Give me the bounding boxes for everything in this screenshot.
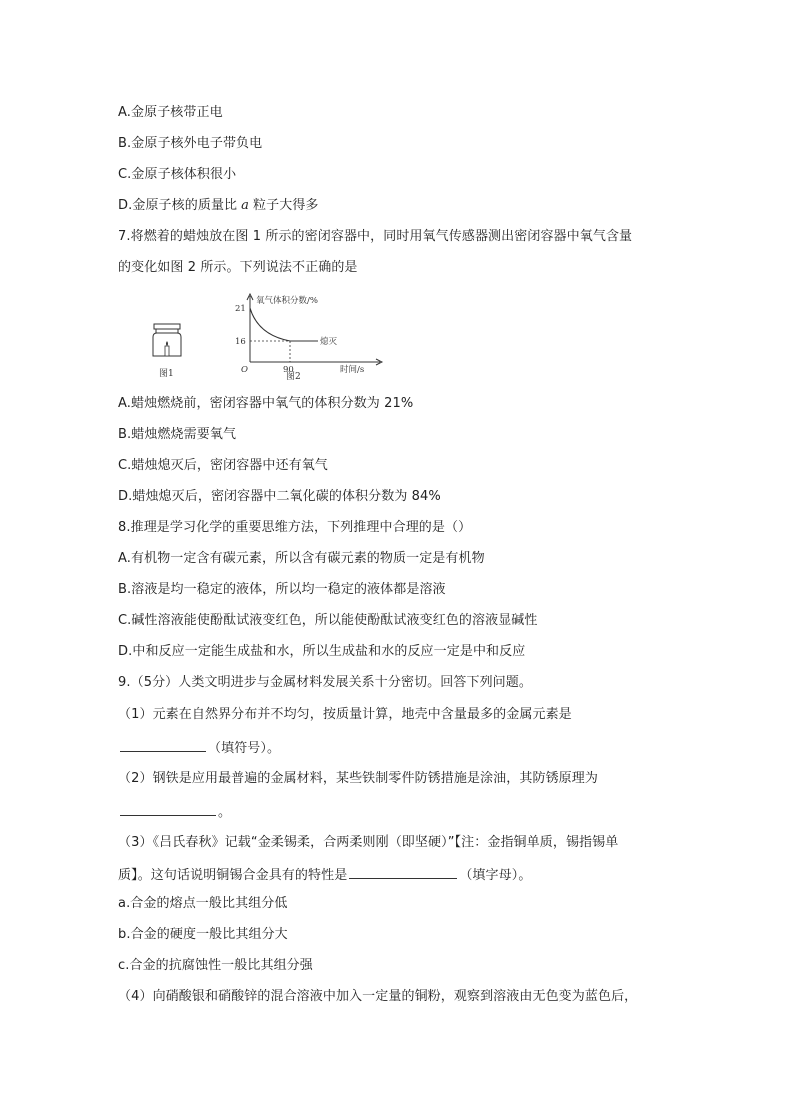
q6-option-c: C.金原子核体积很小 xyxy=(118,167,237,182)
q9-part2-suffix: 。 xyxy=(218,805,232,820)
q8-option-a: A.有机物一定含有碳元素，所以含有碳元素的物质一定是有机物 xyxy=(118,551,485,566)
candle-flame xyxy=(166,341,168,346)
q9-part3-line2 xyxy=(118,864,531,886)
q7-figure-svg xyxy=(140,288,400,383)
fig2-label: 图2 xyxy=(286,372,301,382)
y-tick-21: 21 xyxy=(235,304,246,314)
q8-stem: 8.推理是学习化学的重要思维方法，下列推理中合理的是（） xyxy=(118,520,472,535)
oxygen-chart xyxy=(235,294,382,382)
jar-neck xyxy=(156,329,178,333)
q9-part1-suffix: （填符号）。 xyxy=(208,741,281,756)
answer-blank-3[interactable] xyxy=(349,864,457,879)
x-axis-label: 时间/s xyxy=(340,365,365,375)
q9-part2-line2 xyxy=(118,801,231,823)
q8-option-d: D.中和反应一定能生成盐和水，所以生成盐和水的反应一定是中和反应 xyxy=(118,644,526,659)
y-axis-label: 氧气体积分数/% xyxy=(256,296,318,306)
origin-label: O xyxy=(241,365,248,375)
extinguished-label: 熄灭 xyxy=(320,337,338,347)
jar-lid xyxy=(154,324,180,329)
answer-blank-2[interactable] xyxy=(120,801,216,816)
jar-candle-illustration xyxy=(153,324,181,356)
q9-part3-suffix: （填字母）。 xyxy=(459,868,532,883)
q9-part1-line1: （1）元素在自然界分布并不均匀，按质量计算，地壳中含量最多的金属元素是 xyxy=(118,707,572,722)
q8-option-b: B.溶液是均一稳定的液体，所以均一稳定的液体都是溶液 xyxy=(118,582,446,597)
q7-stem-line1: 7.将燃着的蜡烛放在图 1 所示的密闭容器中，同时用氧气传感器测出密闭容器中氧气含量 xyxy=(118,229,633,244)
q6-option-b: B.金原子核外电子带负电 xyxy=(118,136,263,151)
q9-option-c: c.合金的抗腐蚀性一般比其组分强 xyxy=(118,958,313,973)
q9-option-b: b.合金的硬度一般比其组分大 xyxy=(118,927,288,942)
q6-option-d-pre: D.金原子核的质量比 xyxy=(118,198,238,213)
q9-part3-prefix: 质】。这句话说明铜锡合金具有的特性是 xyxy=(118,868,348,883)
q9-part4-line1: （4）向硝酸银和硝酸锌的混合溶液中加入一定量的铜粉，观察到溶液由无色变为蓝色后， xyxy=(118,989,638,1004)
q9-stem: 9.（5分）人类文明进步与金属材料发展关系十分密切。回答下列问题。 xyxy=(118,675,532,690)
q7-stem-line2: 的变化如图 2 所示。下列说法不正确的是 xyxy=(118,260,358,275)
q7-option-d: D.蜡烛熄灭后，密闭容器中二氧化碳的体积分数为 84% xyxy=(118,489,441,504)
q9-option-a: a.合金的熔点一般比其组分低 xyxy=(118,896,288,911)
candle xyxy=(165,346,169,356)
answer-blank-1[interactable] xyxy=(120,737,206,752)
oxygen-curve xyxy=(250,308,290,341)
q6-option-a: A.金原子核带正电 xyxy=(118,105,223,120)
q9-part3-line1: （3）《吕氏春秋》记载“金柔锡柔，合两柔则刚（即坚硬）”【注：金指铜单质，锡指锡单 xyxy=(118,835,619,850)
q9-part1-line2 xyxy=(118,737,280,759)
fig1-label: 图1 xyxy=(159,369,174,379)
q7-option-b: B.蜡烛燃烧需要氧气 xyxy=(118,427,237,442)
y-tick-16: 16 xyxy=(235,337,246,347)
q8-option-c: C.碱性溶液能使酚酞试液变红色，所以能使酚酞试液变红色的溶液显碱性 xyxy=(118,613,538,628)
alpha-symbol: a xyxy=(241,198,250,213)
q6-option-d-post: 粒子大得多 xyxy=(253,198,319,213)
q7-option-a: A.蜡烛燃烧前，密闭容器中氧气的体积分数为 21% xyxy=(118,396,414,411)
q7-figure xyxy=(140,288,400,387)
x-tick-90: 90 xyxy=(283,365,294,375)
q7-option-c: C.蜡烛熄灭后，密闭容器中还有氧气 xyxy=(118,458,328,473)
q9-part2-line1: （2）钢铁是应用最普遍的金属材料，某些铁制零件防锈措施是涂油，其防锈原理为 xyxy=(118,771,598,786)
q6-option-d xyxy=(118,196,319,216)
